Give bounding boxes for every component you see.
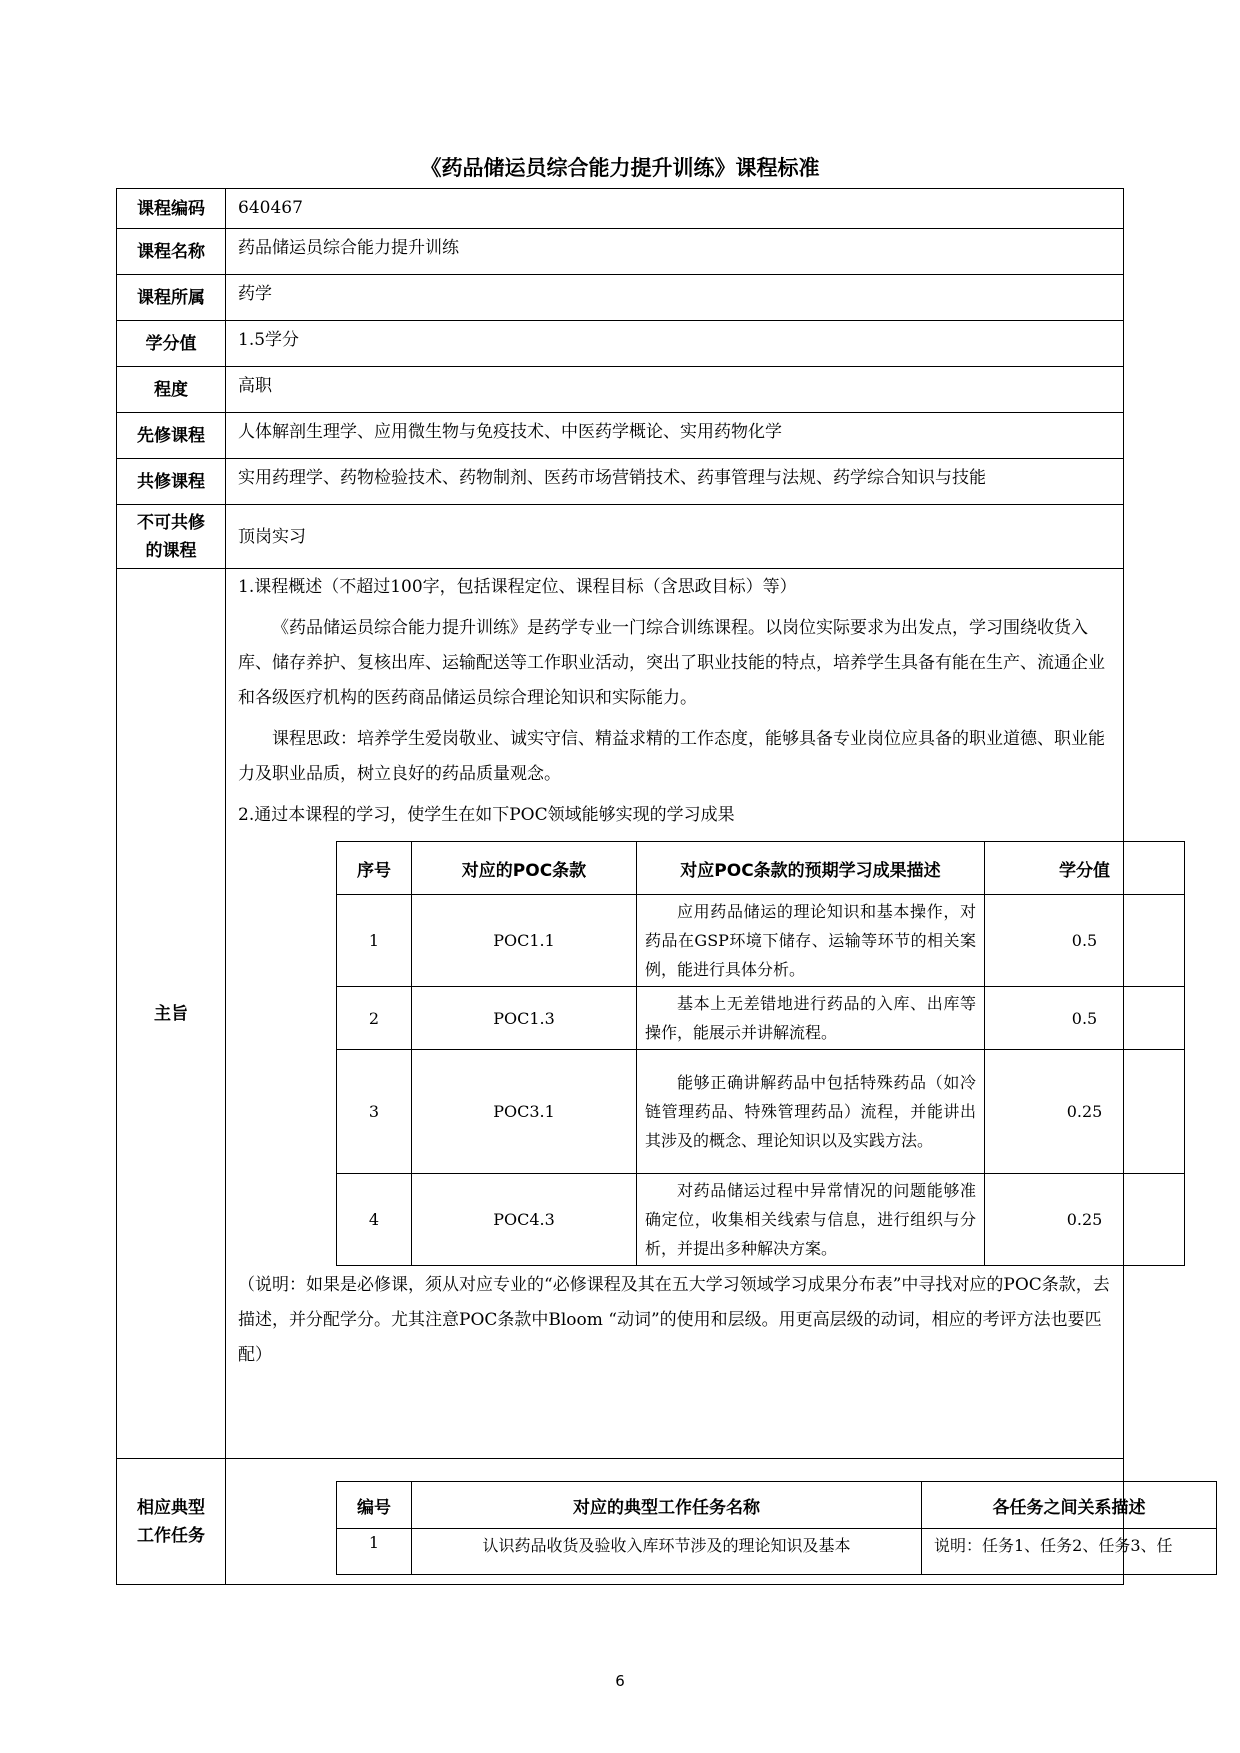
label-excluded-line1: 不可共修 (137, 512, 205, 533)
poc-row-clause: POC4.3 (412, 1174, 637, 1266)
page-number: 6 (615, 1672, 625, 1690)
poc-row-credit: 0.25 (985, 1174, 1185, 1266)
poc-table-row (337, 895, 1185, 987)
poc-row-outcome: 对药品储运过程中异常情况的问题能够准确定位，收集相关线索与信息，进行组织与分析，并提出多种解决方案。 (637, 1174, 985, 1266)
tasks-row-relation: 说明：任务1、任务2、任务3、任 (922, 1529, 1217, 1575)
row-typical-tasks (117, 1459, 1124, 1585)
poc-row-clause: POC3.1 (412, 1050, 637, 1174)
tasks-table-header (337, 1482, 1217, 1529)
row-prerequisites (117, 413, 1124, 459)
purpose-text (226, 569, 1123, 833)
label-course-code: 课程编码 (117, 189, 226, 229)
poc-row-no: 1 (337, 895, 412, 987)
poc-table-row (337, 987, 1185, 1050)
row-course-code (117, 189, 1124, 229)
tasks-table-row (337, 1529, 1217, 1575)
label-tasks-line2: 工作任务 (137, 1525, 205, 1546)
tasks-header-no: 编号 (337, 1482, 412, 1529)
tasks-header-name: 对应的典型工作任务名称 (412, 1482, 922, 1529)
purpose-paragraph-2: 课程思政：培养学生爱岗敬业、诚实守信、精益求精的工作态度，能够具备专业岗位应具备的职业道德、职业能力及职业品质，树立良好的药品质量观念。 (238, 729, 1105, 784)
label-typical-tasks (117, 1459, 226, 1585)
label-purpose: 主旨 (117, 569, 226, 1459)
purpose-content (226, 569, 1124, 1459)
row-course-dept (117, 275, 1124, 321)
tasks-content (226, 1459, 1173, 1585)
value-course-name: 药品储运员综合能力提升训练 (226, 229, 1124, 275)
value-level: 高职 (226, 367, 1124, 413)
value-corequisites: 实用药理学、药物检验技术、药物制剂、医药市场营销技术、药事管理与法规、药学综合知识与技能 (226, 459, 1124, 505)
row-course-name (117, 229, 1124, 275)
value-credit: 1.5学分 (226, 321, 1124, 367)
value-course-dept: 药学 (226, 275, 1124, 321)
poc-row-outcome: 基本上无差错地进行药品的入库、出库等操作，能展示并讲解流程。 (637, 987, 985, 1050)
label-prerequisites: 先修课程 (117, 413, 226, 459)
poc-row-outcome: 应用药品储运的理论知识和基本操作，对药品在GSP环境下储存、运输等环节的相关案例，能进行具体分析。 (637, 895, 985, 987)
label-level: 程度 (117, 367, 226, 413)
value-prerequisites: 人体解剖生理学、应用微生物与免疫技术、中医药学概论、实用药物化学 (226, 413, 1124, 459)
poc-row-credit: 0.5 (985, 895, 1185, 987)
poc-row-no: 2 (337, 987, 412, 1050)
purpose-note (226, 1268, 1123, 1373)
row-credit (117, 321, 1124, 367)
purpose-heading-1: 1.课程概述（不超过100字，包括课程定位、课程目标（含思政目标）等） (238, 577, 797, 597)
poc-table-row (337, 1050, 1185, 1174)
poc-row-outcome: 能够正确讲解药品中包括特殊药品（如冷链管理药品、特殊管理药品）流程，并能讲出其涉及的概念、理论知识以及实践方法。 (637, 1050, 985, 1174)
label-course-name: 课程名称 (117, 229, 226, 275)
poc-header-clause: 对应的POC条款 (412, 842, 637, 895)
course-standard-table (116, 188, 1173, 1585)
row-corequisites (117, 459, 1124, 505)
page-title: 《药品储运员综合能力提升训练》课程标准 (420, 156, 820, 180)
label-excluded-line2: 的课程 (145, 540, 197, 561)
row-purpose (117, 569, 1124, 1459)
label-tasks-line1: 相应典型 (137, 1497, 205, 1518)
tasks-row-name: 认识药品收货及验收入库环节涉及的理论知识及基本 (412, 1529, 922, 1575)
poc-row-no: 3 (337, 1050, 412, 1174)
purpose-heading-2: 2.通过本课程的学习，使学生在如下POC领域能够实现的学习成果 (238, 805, 735, 825)
value-course-code: 640467 (226, 189, 1124, 229)
tasks-row-no: 1 (337, 1529, 412, 1575)
value-excluded-courses: 顶岗实习 (226, 505, 1124, 569)
poc-header-no: 序号 (337, 842, 412, 895)
poc-table-header (337, 842, 1185, 895)
poc-table-row (337, 1174, 1185, 1266)
purpose-paragraph-1: 《药品储运员综合能力提升训练》是药学专业一门综合训练课程。以岗位实际要求为出发点，学习围绕收货入库、储存养护、复核出库、运输配送等工作职业活动，突出了职业技能的特点，培养学生具备有能在生产、流通企业和各级医疗机构的医药商品储运员综合理论知识和实际能力。 (238, 618, 1105, 708)
tasks-table (336, 1481, 1217, 1575)
poc-table (336, 841, 1185, 1266)
row-excluded-courses (117, 505, 1124, 569)
poc-row-credit: 0.5 (985, 987, 1185, 1050)
tasks-header-relation: 各任务之间关系描述 (922, 1482, 1217, 1529)
label-excluded-courses (117, 505, 226, 569)
purpose-note-text: （说明：如果是必修课，须从对应专业的“必修课程及其在五大学习领域学习成果分布表”中寻找对应的POC条款，去描述，并分配学分。尤其注意POC条款中Bloom “动词”的使用和层级。用更高层级的动词，相应的考评方法也要匹配） (238, 1275, 1110, 1365)
poc-row-no: 4 (337, 1174, 412, 1266)
poc-header-outcome: 对应POC条款的预期学习成果描述 (637, 842, 985, 895)
label-course-dept: 课程所属 (117, 275, 226, 321)
row-level (117, 367, 1124, 413)
poc-row-credit: 0.25 (985, 1050, 1185, 1174)
label-corequisites: 共修课程 (117, 459, 226, 505)
poc-header-credit: 学分值 (985, 842, 1185, 895)
poc-row-clause: POC1.1 (412, 895, 637, 987)
poc-row-clause: POC1.3 (412, 987, 637, 1050)
label-credit: 学分值 (117, 321, 226, 367)
